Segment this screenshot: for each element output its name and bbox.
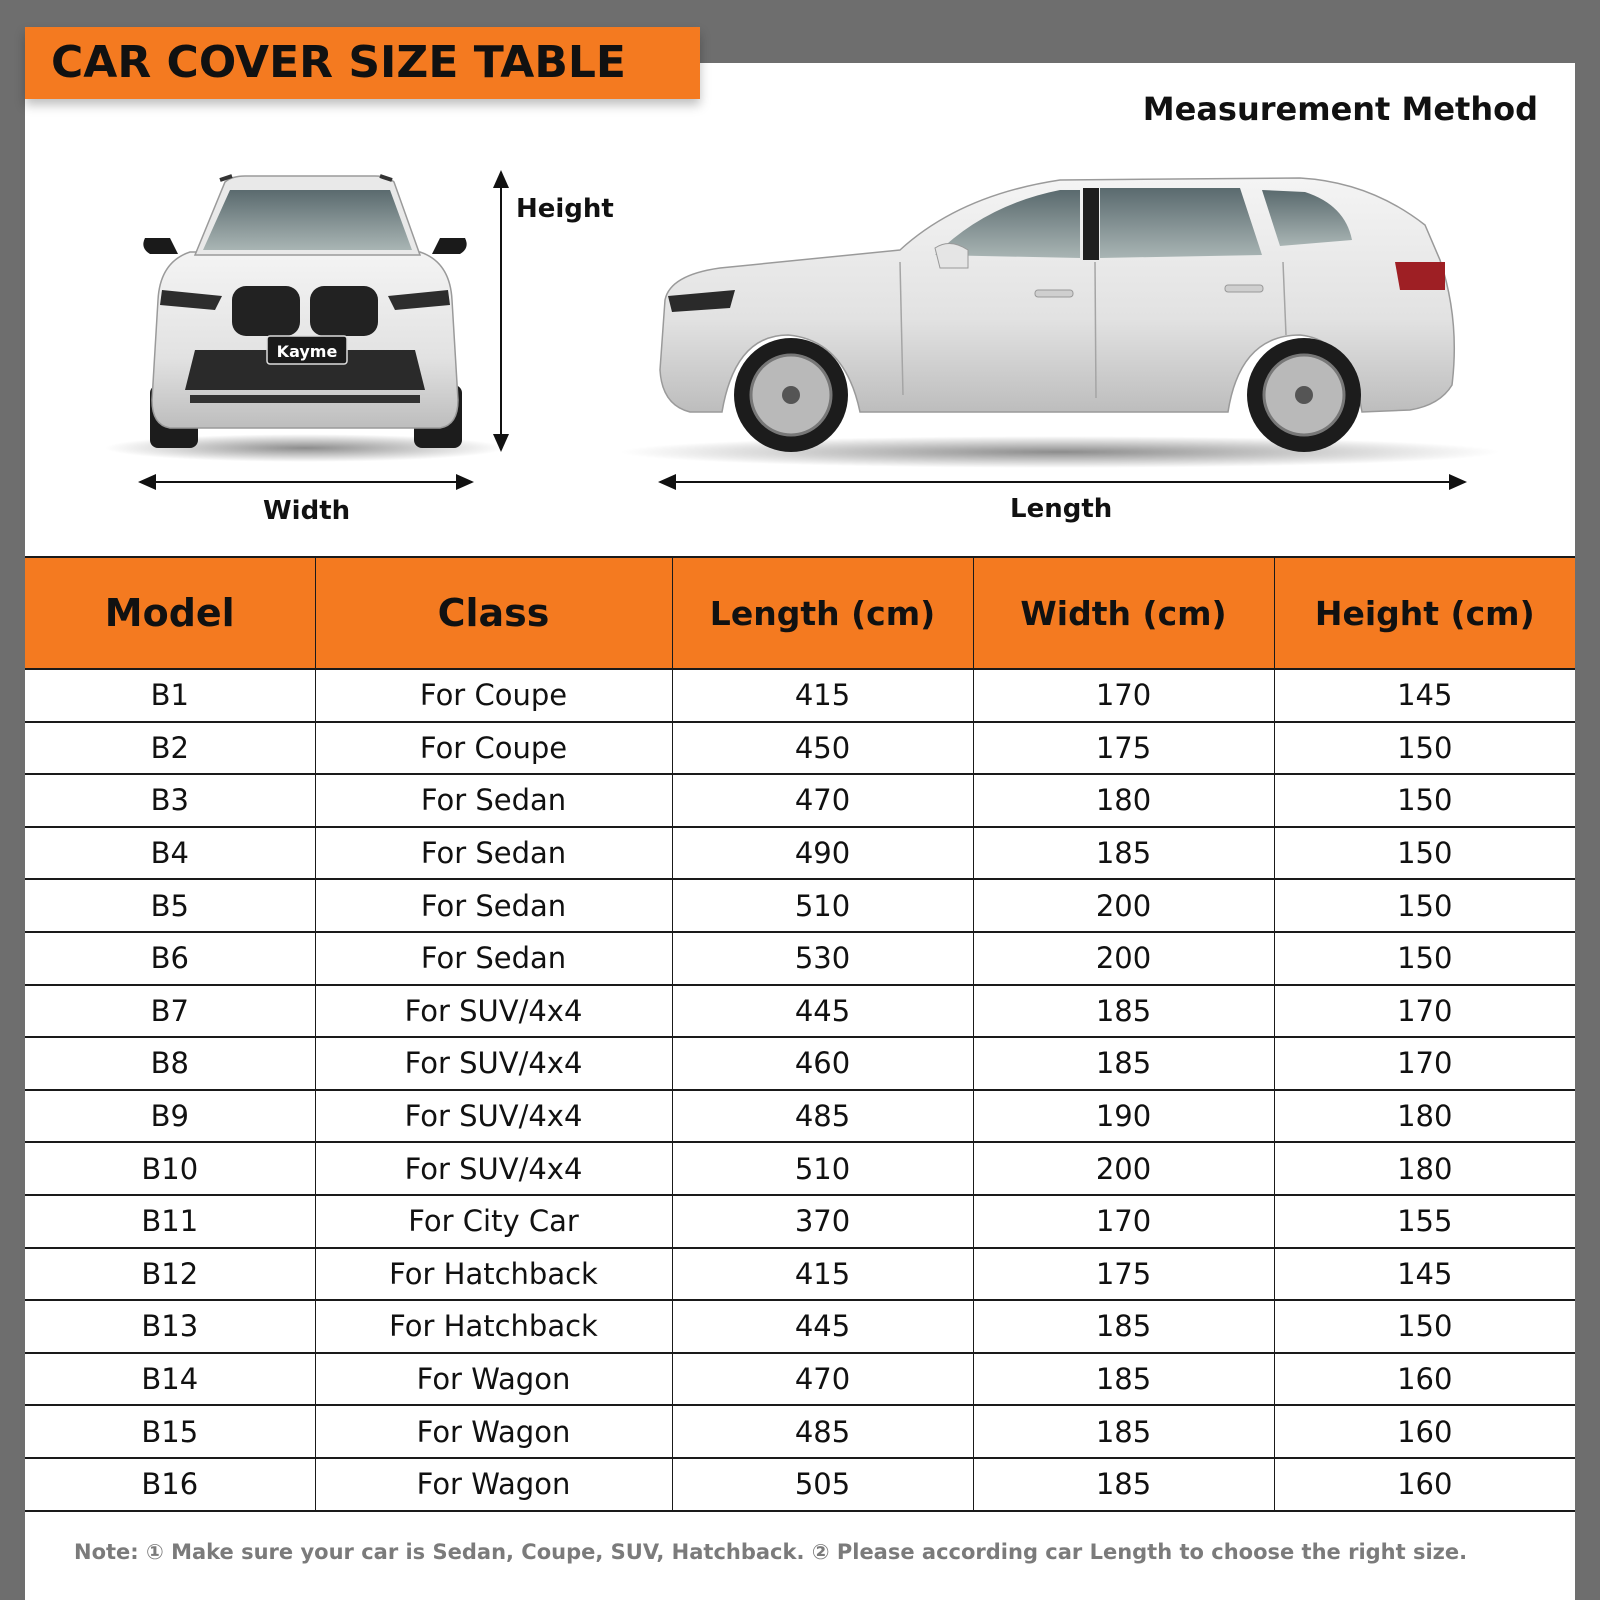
cell-height: 150 bbox=[1274, 1300, 1575, 1353]
cell-class: For Sedan bbox=[315, 774, 672, 827]
cell-class: For SUV/4x4 bbox=[315, 1037, 672, 1090]
header-height: Height (cm) bbox=[1274, 557, 1575, 669]
cell-length: 485 bbox=[672, 1405, 973, 1458]
cell-model: B1 bbox=[25, 669, 315, 722]
cell-height: 150 bbox=[1274, 879, 1575, 932]
cell-width: 185 bbox=[973, 1458, 1274, 1511]
height-label: Height bbox=[516, 194, 614, 224]
cell-model: B12 bbox=[25, 1248, 315, 1301]
cell-class: For City Car bbox=[315, 1195, 672, 1248]
cell-width: 185 bbox=[973, 1037, 1274, 1090]
cell-height: 170 bbox=[1274, 985, 1575, 1038]
cell-model: B15 bbox=[25, 1405, 315, 1458]
cell-class: For Sedan bbox=[315, 879, 672, 932]
cell-length: 490 bbox=[672, 827, 973, 880]
cell-height: 170 bbox=[1274, 1037, 1575, 1090]
cell-width: 175 bbox=[973, 722, 1274, 775]
cell-length: 485 bbox=[672, 1090, 973, 1143]
table-row bbox=[25, 1405, 1575, 1458]
width-label: Width bbox=[263, 496, 351, 526]
table-row bbox=[25, 1090, 1575, 1143]
table-row bbox=[25, 827, 1575, 880]
footer-note: Note: ① Make sure your car is Sedan, Coupe, SUV, Hatchback. ② Please according car Length to choose the right size. bbox=[74, 1540, 1468, 1564]
cell-model: B4 bbox=[25, 827, 315, 880]
cell-length: 470 bbox=[672, 774, 973, 827]
length-label: Length bbox=[1010, 494, 1113, 524]
cell-height: 160 bbox=[1274, 1353, 1575, 1406]
cell-width: 185 bbox=[973, 1353, 1274, 1406]
cell-width: 185 bbox=[973, 1405, 1274, 1458]
table-row bbox=[25, 1195, 1575, 1248]
front-view-car bbox=[105, 176, 505, 462]
table-row bbox=[25, 879, 1575, 932]
cell-model: B9 bbox=[25, 1090, 315, 1143]
size-table bbox=[25, 556, 1575, 1512]
table-row bbox=[25, 1300, 1575, 1353]
table-header-row bbox=[25, 557, 1575, 669]
cell-model: B7 bbox=[25, 985, 315, 1038]
cell-width: 185 bbox=[973, 827, 1274, 880]
cell-width: 170 bbox=[973, 669, 1274, 722]
cell-model: B13 bbox=[25, 1300, 315, 1353]
cell-model: B3 bbox=[25, 774, 315, 827]
table-row bbox=[25, 985, 1575, 1038]
table-row bbox=[25, 932, 1575, 985]
cell-width: 170 bbox=[973, 1195, 1274, 1248]
cell-length: 415 bbox=[672, 669, 973, 722]
cell-length: 450 bbox=[672, 722, 973, 775]
table-row bbox=[25, 1248, 1575, 1301]
cell-width: 185 bbox=[973, 1300, 1274, 1353]
cell-height: 145 bbox=[1274, 669, 1575, 722]
cell-length: 510 bbox=[672, 1142, 973, 1195]
cell-width: 200 bbox=[973, 1142, 1274, 1195]
cell-width: 180 bbox=[973, 774, 1274, 827]
cell-height: 150 bbox=[1274, 774, 1575, 827]
cell-class: For Wagon bbox=[315, 1353, 672, 1406]
cell-length: 370 bbox=[672, 1195, 973, 1248]
cell-model: B8 bbox=[25, 1037, 315, 1090]
cell-model: B11 bbox=[25, 1195, 315, 1248]
cell-width: 200 bbox=[973, 879, 1274, 932]
cell-model: B16 bbox=[25, 1458, 315, 1511]
cell-height: 180 bbox=[1274, 1090, 1575, 1143]
table-row bbox=[25, 1353, 1575, 1406]
cell-class: For Wagon bbox=[315, 1458, 672, 1511]
table-body bbox=[25, 669, 1575, 1511]
cell-length: 505 bbox=[672, 1458, 973, 1511]
table-row bbox=[25, 774, 1575, 827]
cell-length: 445 bbox=[672, 985, 973, 1038]
cell-length: 415 bbox=[672, 1248, 973, 1301]
badge-text: Kayme bbox=[276, 342, 338, 361]
cell-class: For Sedan bbox=[315, 827, 672, 880]
table-row bbox=[25, 722, 1575, 775]
cell-height: 150 bbox=[1274, 722, 1575, 775]
cell-model: B6 bbox=[25, 932, 315, 985]
cell-width: 175 bbox=[973, 1248, 1274, 1301]
header-width: Width (cm) bbox=[973, 557, 1274, 669]
cell-model: B10 bbox=[25, 1142, 315, 1195]
cell-class: For SUV/4x4 bbox=[315, 1090, 672, 1143]
cell-height: 160 bbox=[1274, 1405, 1575, 1458]
cell-length: 530 bbox=[672, 932, 973, 985]
cell-height: 160 bbox=[1274, 1458, 1575, 1511]
cell-class: For Hatchback bbox=[315, 1300, 672, 1353]
cell-class: For Coupe bbox=[315, 669, 672, 722]
cell-height: 155 bbox=[1274, 1195, 1575, 1248]
cell-class: For Coupe bbox=[315, 722, 672, 775]
header-length: Length (cm) bbox=[672, 557, 973, 669]
measurement-illustration bbox=[0, 130, 1600, 560]
cell-model: B5 bbox=[25, 879, 315, 932]
cell-height: 145 bbox=[1274, 1248, 1575, 1301]
cell-length: 445 bbox=[672, 1300, 973, 1353]
header-model: Model bbox=[25, 557, 315, 669]
page-title: CAR COVER SIZE TABLE bbox=[51, 37, 626, 88]
cell-class: For Hatchback bbox=[315, 1248, 672, 1301]
cell-height: 150 bbox=[1274, 827, 1575, 880]
cell-width: 200 bbox=[973, 932, 1274, 985]
cell-class: For Sedan bbox=[315, 932, 672, 985]
table-row bbox=[25, 1458, 1575, 1511]
cell-width: 185 bbox=[973, 985, 1274, 1038]
cell-class: For Wagon bbox=[315, 1405, 672, 1458]
cell-length: 470 bbox=[672, 1353, 973, 1406]
cell-length: 460 bbox=[672, 1037, 973, 1090]
cell-height: 180 bbox=[1274, 1142, 1575, 1195]
table-row bbox=[25, 1142, 1575, 1195]
cell-class: For SUV/4x4 bbox=[315, 985, 672, 1038]
cell-model: B14 bbox=[25, 1353, 315, 1406]
header-class: Class bbox=[315, 557, 672, 669]
side-view-car bbox=[620, 178, 1500, 468]
table-row bbox=[25, 1037, 1575, 1090]
table-row bbox=[25, 669, 1575, 722]
cell-class: For SUV/4x4 bbox=[315, 1142, 672, 1195]
measurement-title: Measurement Method bbox=[1142, 90, 1538, 128]
cell-model: B2 bbox=[25, 722, 315, 775]
cell-width: 190 bbox=[973, 1090, 1274, 1143]
cell-length: 510 bbox=[672, 879, 973, 932]
title-banner bbox=[25, 27, 700, 99]
cell-height: 150 bbox=[1274, 932, 1575, 985]
